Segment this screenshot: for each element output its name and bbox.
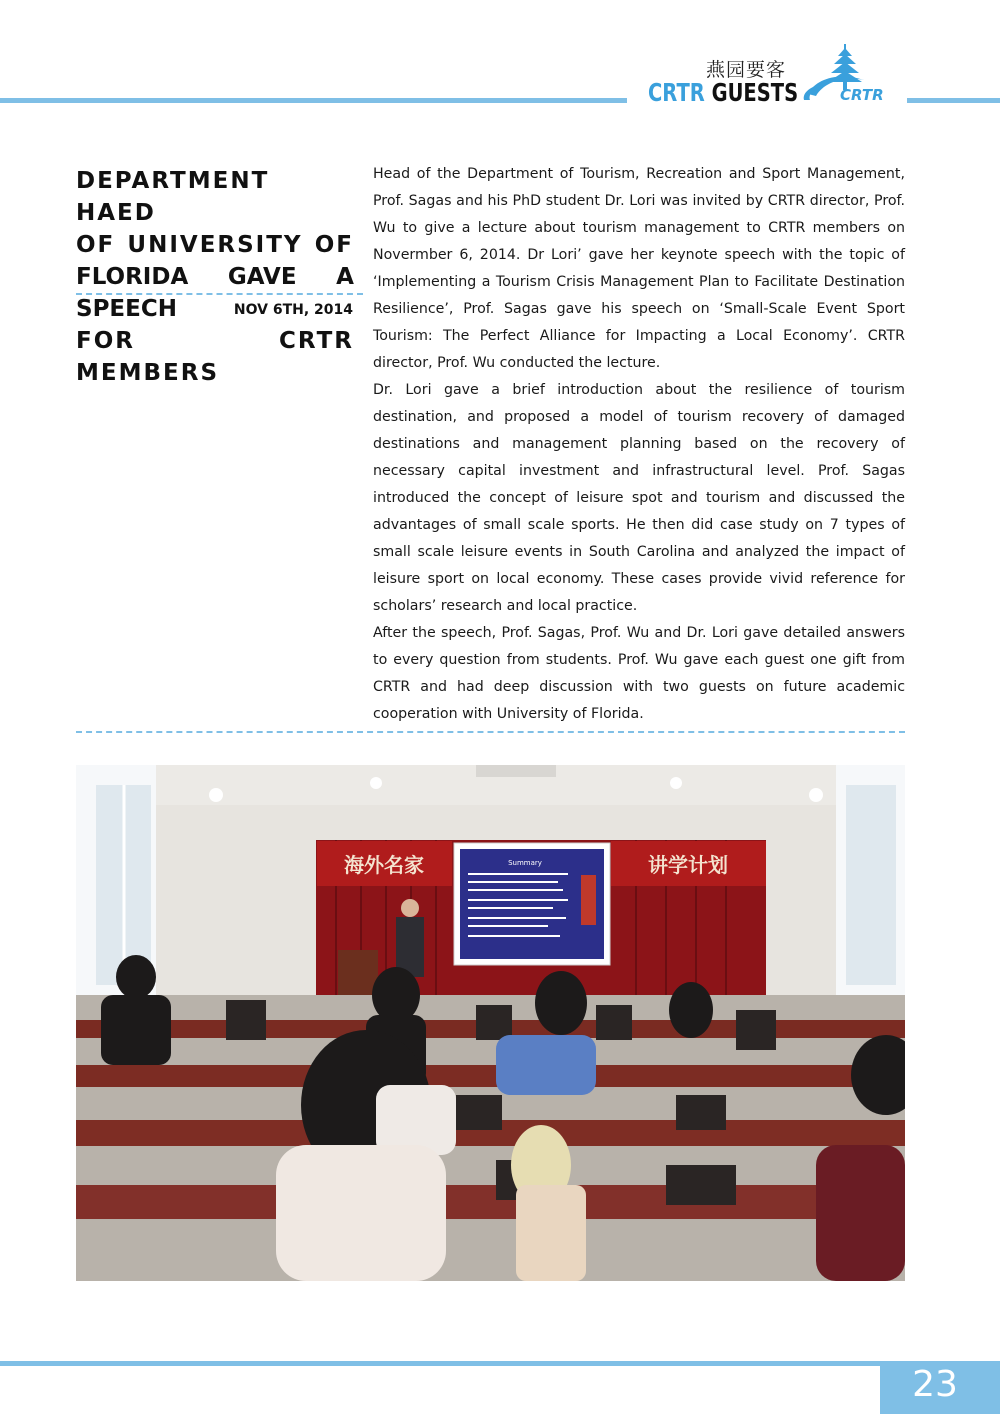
article-title-line: DEPARTMENT HAED <box>76 168 270 226</box>
logo-wordmark: CRTR <box>840 86 884 104</box>
header-title-guests: GUESTS <box>711 78 799 107</box>
article-title-line: FLORIDA GAVE A SPEECH <box>76 264 354 322</box>
slide-title: Summary <box>508 859 542 867</box>
header-chinese-title: 燕园要客 <box>706 59 787 81</box>
article-paragraph: Dr. Lori gave a brief introduction about the resilience of tourism destination, and proposed a model of tourism recovery of damaged destinations and management planning based on the recovery of necessary capital investment and infrastructural level. Prof. Sagas introduced the concept of leisure spot and tourism and discussed the advantages of small scale sports. He then did case study on 7 types of small scale leisure events in South Carolina and analyzed the impact of leisure sport on local economy. These cases provide vivid reference for scholars’ research and local practice. <box>373 382 905 614</box>
article-date: NOV 6TH, 2014 <box>233 302 353 318</box>
article-title-line: FOR CRTR MEMBERS <box>76 328 354 386</box>
banner-right-text: 讲学计划 <box>648 853 728 877</box>
section-divider <box>76 731 905 733</box>
header-rule-right <box>907 98 1000 103</box>
header-section-title <box>648 78 798 107</box>
header-rule-left <box>0 98 627 103</box>
article-title <box>76 165 354 389</box>
footer-rule <box>0 1361 880 1366</box>
article-paragraph: After the speech, Prof. Sagas, Prof. Wu and Dr. Lori gave detailed answers to every question from students. Prof. Wu gave each guest one gift from CRTR and had deep discussion with two guests on future academic cooperation with University of Florida. <box>373 625 905 722</box>
article-title-line: OF UNIVERSITY OF <box>76 232 354 258</box>
banner-left-text: 海外名家 <box>344 853 424 877</box>
article-paragraph: Head of the Department of Tourism, Recreation and Sport Management, Prof. Sagas and his PhD student Dr. Lori was invited by CRTR director, Prof. Wu to give a lecture about tourism management to CRTR members on Novermber 6, 2014. Dr Lori’ gave her keynote speech with the topic of ‘Implementing a Tourism Crisis Management Plan to Facilitate Destination Resilience’, Prof. Sagas gave his speech on ‘Small-Scale Event Sport Tourism: The Perfect Alliance for Impacting a Local Economy’. CRTR director, Prof. Wu conducted the lecture. <box>373 166 905 371</box>
lecture-photo <box>76 765 905 1281</box>
article-body <box>373 161 905 728</box>
title-divider <box>76 293 363 295</box>
header-title-crtr: CRTR <box>648 78 705 107</box>
page-number: 23 <box>912 1364 958 1405</box>
crtr-logo-icon <box>800 42 888 106</box>
